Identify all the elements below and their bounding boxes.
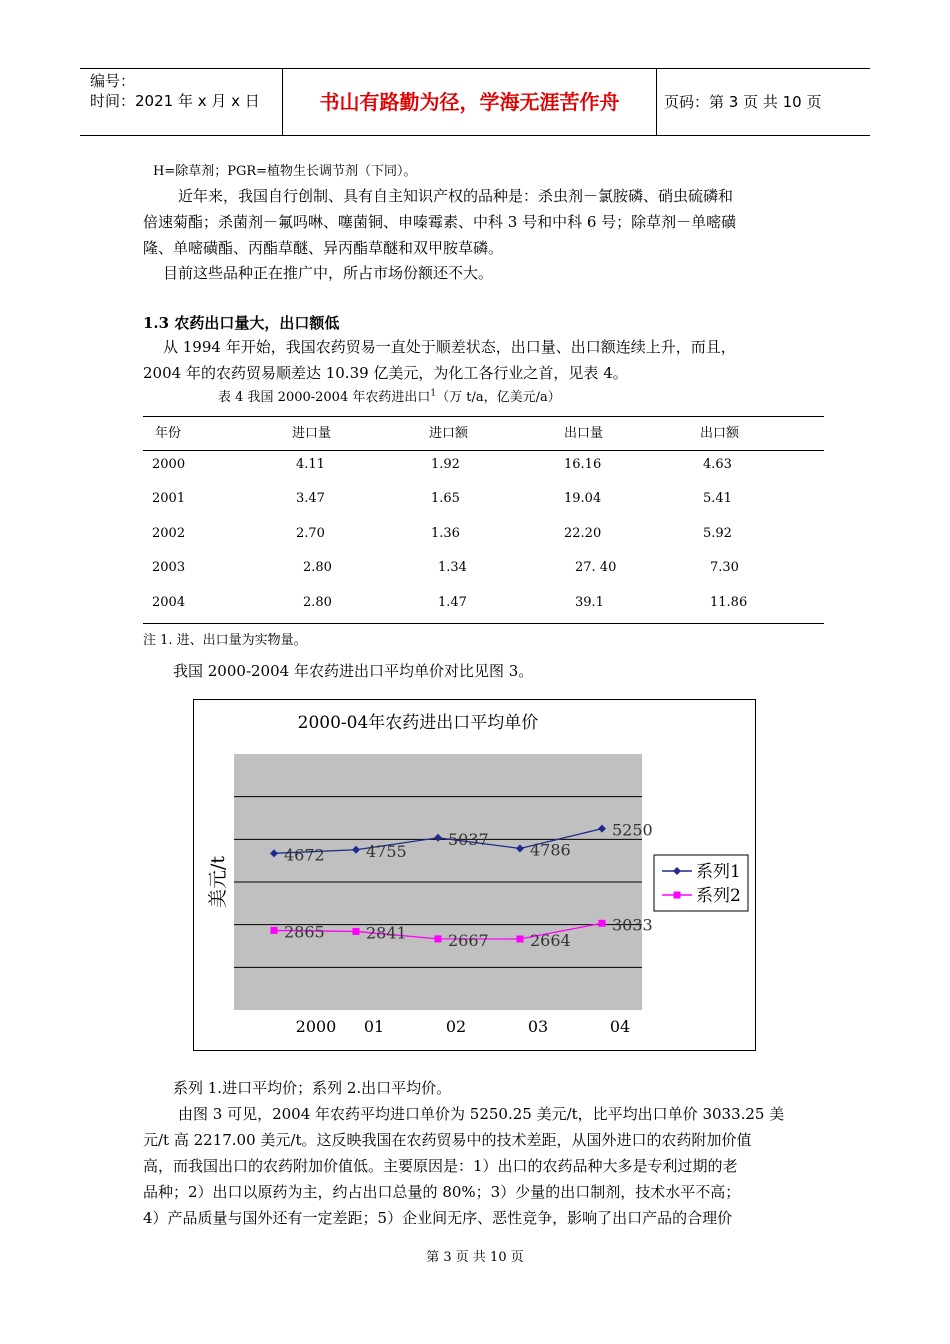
paragraph-5-line-1: 由图 3 可见，2004 年农药平均进口单价为 5250.25 美元/t，比平均出口单价 3033.25 美 — [178, 1105, 785, 1123]
abbreviation-note: H=除草剂；PGR=植物生长调节剂（下同）。 — [153, 164, 417, 179]
table-header-import-qty: 进口量 — [292, 426, 332, 441]
table-cell: 2003 — [152, 560, 186, 575]
legend-label: 系列2 — [696, 886, 741, 906]
table-cell: 1.47 — [438, 595, 467, 610]
x-tick-label: 03 — [527, 1017, 549, 1036]
table-cell: 16.16 — [564, 457, 602, 472]
header-page-info: 页码：第 3 页 共 10 页 — [664, 93, 822, 111]
page-header — [80, 68, 870, 136]
table-cell: 1.65 — [431, 491, 460, 506]
legend-note: 系列 1.进口平均价；系列 2.出口平均价。 — [173, 1079, 452, 1097]
paragraph-5-line-4: 品种；2）出口以原药为主，约占出口总量的 80%；3）少量的出口制剂，技术水平不高； — [143, 1183, 741, 1201]
table-cell: 2002 — [152, 526, 186, 541]
header-meta — [80, 69, 283, 135]
table-caption-text: 表 4 我国 2000-2004 年农药进出口 — [218, 390, 431, 405]
table-header-export-qty: 出口量 — [564, 426, 604, 441]
data-point — [599, 920, 606, 927]
x-tick-label: 2000 — [295, 1017, 337, 1036]
section-title: 1.3 农药出口量大，出口额低 — [143, 314, 340, 332]
number-label: 编号： — [90, 72, 136, 90]
data-label: 4786 — [530, 840, 571, 860]
table-cell: 19.04 — [564, 491, 602, 506]
table-top-rule — [143, 416, 824, 417]
table-cell: 2.80 — [303, 595, 332, 610]
page-footer: 第 3 页 共 10 页 — [426, 1250, 524, 1265]
paragraph-3-line-1: 从 1994 年开始，我国农药贸易一直处于顺差状态，出口量、出口额连续上升，而且， — [163, 338, 736, 356]
table-cell: 7.30 — [710, 560, 739, 575]
table-caption-sup: 1 — [430, 388, 437, 399]
data-label: 3033 — [612, 915, 653, 935]
paragraph-1-line-1: 近年来，我国自行创制、具有自主知识产权的品种是：杀虫剂－氯胺磷、硝虫硫磷和 — [178, 187, 734, 205]
paragraph-5-line-5: 4）产品质量与国外还有一定差距；5）企业间无序、恶性竞争，影响了出口产品的合理价 — [143, 1209, 733, 1227]
paragraph-5-line-3: 高，而我国出口的农药附加价值低。主要原因是：1）出口的农药品种大多是专利过期的老 — [143, 1157, 738, 1175]
data-label: 2664 — [530, 931, 571, 951]
price-line-chart — [193, 699, 756, 1051]
table-cell: 5.92 — [703, 526, 732, 541]
table-cell: 1.92 — [431, 457, 460, 472]
table-cell: 2.70 — [296, 526, 325, 541]
data-label: 4755 — [366, 841, 407, 861]
paragraph-5-line-2: 元/t 高 2217.00 美元/t。这反映我国在农药贸易中的技术差距，从国外进口的农药附加价值 — [143, 1131, 752, 1149]
table-cell: 4.11 — [296, 457, 325, 472]
x-tick-label: 04 — [609, 1017, 631, 1036]
table-bottom-rule — [143, 623, 824, 624]
table-cell: 11.86 — [710, 595, 748, 610]
legend-label: 系列1 — [696, 862, 741, 882]
legend-marker — [674, 892, 681, 899]
table-header-import-value: 进口额 — [429, 426, 469, 441]
table-header-year: 年份 — [155, 426, 182, 441]
data-label: 4672 — [284, 845, 325, 865]
table-cell: 39.1 — [575, 595, 604, 610]
table-cell: 2000 — [152, 457, 186, 472]
table-cell: 3.47 — [296, 491, 325, 506]
table-cell: 5.41 — [703, 491, 732, 506]
table-caption — [218, 386, 561, 405]
data-point — [353, 928, 360, 935]
data-label: 5037 — [448, 829, 489, 849]
table-cell: 1.34 — [438, 560, 467, 575]
table-cell: 27. 40 — [575, 560, 617, 575]
chart-title: 2000-04年农药进出口平均单价 — [297, 713, 539, 733]
table-cell: 1.36 — [431, 526, 460, 541]
paragraph-3-line-2: 2004 年的农药贸易顺差达 10.39 亿美元，为化工各行业之首，见表 4。 — [143, 364, 628, 382]
data-label: 5250 — [612, 820, 653, 840]
table-header-rule — [143, 450, 824, 451]
paragraph-1-line-3: 隆、单嘧磺酯、丙酯草醚、异丙酯草醚和双甲胺草磷。 — [143, 239, 504, 257]
paragraph-1-line-2: 倍速菊酯；杀菌剂－氟吗啉、噻菌铜、申嗪霉素、中科 3 号和中科 6 号；除草剂－单嘧磺 — [143, 213, 737, 231]
chart-svg — [194, 700, 755, 1050]
x-tick-label: 01 — [363, 1017, 385, 1036]
data-point — [271, 927, 278, 934]
table-cell: 2001 — [152, 491, 186, 506]
data-label: 2667 — [448, 930, 489, 950]
table-header-export-value: 出口额 — [700, 426, 740, 441]
data-label: 2841 — [366, 923, 407, 943]
paragraph-2: 目前这些品种正在推广中，所占市场份额还不大。 — [163, 264, 494, 282]
time-label: 时间：2021 年 x 月 x 日 — [90, 92, 260, 110]
table-cell: 4.63 — [703, 457, 732, 472]
table-cell: 2004 — [152, 595, 186, 610]
y-axis-label: 美元/t — [207, 855, 229, 909]
header-slogan: 书山有路勤为径，学海无涯苦作舟 — [283, 69, 657, 135]
table-caption-unit: （万 t/a，亿美元/a） — [436, 390, 561, 405]
table-note: 注 1. 进、出口量为实物量。 — [143, 633, 307, 648]
data-point — [435, 935, 442, 942]
x-tick-label: 02 — [445, 1017, 467, 1036]
data-point — [517, 936, 524, 943]
paragraph-4: 我国 2000-2004 年农药进出口平均单价对比见图 3。 — [173, 662, 534, 680]
table-cell: 22.20 — [564, 526, 602, 541]
table-cell: 2.80 — [303, 560, 332, 575]
data-label: 2865 — [284, 922, 325, 942]
